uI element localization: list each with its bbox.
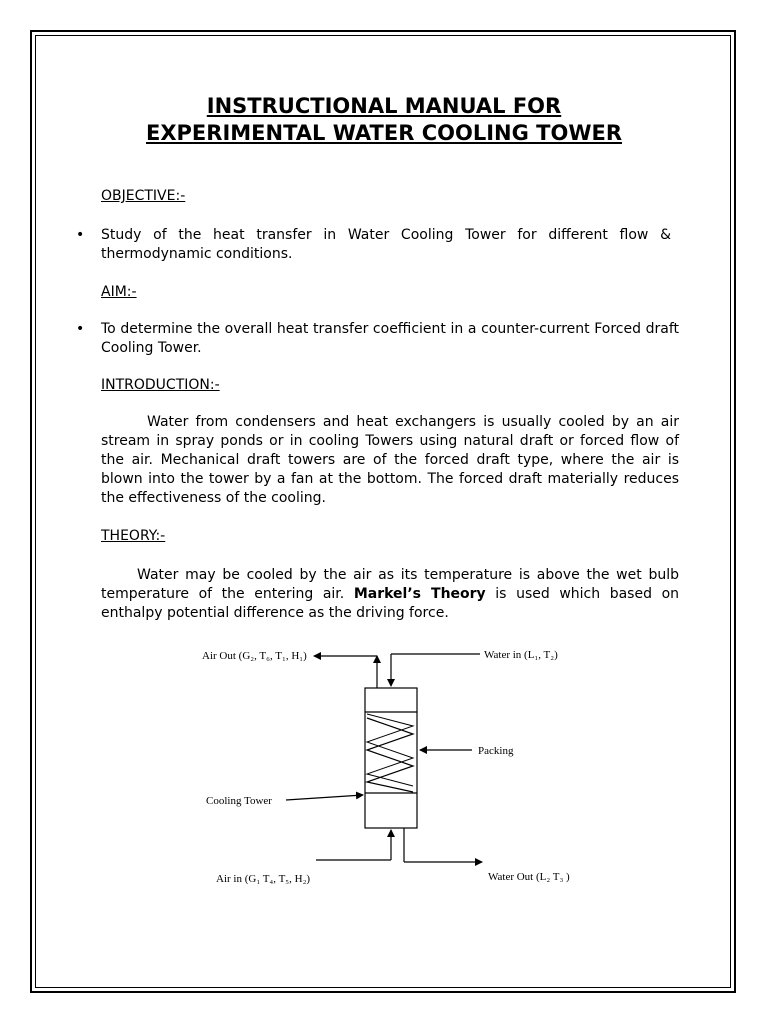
- title-line-2: EXPERIMENTAL WATER COOLING TOWER: [146, 121, 622, 145]
- label-air-out: Air Out (G₂, T₆, T₁, H₁): [202, 650, 307, 662]
- theory-text-after: is used which based on enthalpy potential difference as the driving force.: [101, 586, 680, 621]
- introduction-text: Water from condensers and heat exchangers is usually cooled by an air stream in spray ponds or in cooling Towers using natural draft or forced flow of the air. Mechanical draft towers are of the forced draft type, where the air is blown into the tower by a fan at the bottom. The forced draft materially reduces the effectiveness of the cooling.: [101, 414, 679, 506]
- label-water-out: Water Out (L₂ T₃ ): [488, 871, 570, 883]
- objective-bullet: •: [76, 227, 85, 243]
- aim-bullet: •: [76, 321, 85, 337]
- aim-text: To determine the overall heat transfer coefficient in a counter-current Forced draft Cooling Tower.: [101, 321, 679, 356]
- label-water-in: Water in (L₁, T₂): [484, 649, 558, 661]
- packing-zigzag-2: [367, 714, 413, 786]
- objective-text: Study of the heat transfer in Water Cooling Tower for different flow & thermodynamic conditions.: [101, 227, 671, 262]
- theory-heading: THEORY:-: [101, 528, 166, 544]
- objective-heading: OBJECTIVE:-: [101, 188, 186, 204]
- label-air-in: Air in (G₁ T₄, T₅, H₂): [216, 873, 311, 885]
- title-line-1: INSTRUCTIONAL MANUAL FOR: [206, 94, 562, 118]
- theory-paragraph: [101, 566, 679, 623]
- cooling-tower-pointer: [286, 795, 363, 800]
- label-cooling-tower: Cooling Tower: [206, 795, 272, 807]
- markel-theory-bold: Markel’s Theory: [353, 586, 486, 602]
- theory-text-before: Water may be cooled by the air as its temperature is above the wet bulb temperature of the entering air.: [101, 567, 679, 602]
- introduction-heading: INTRODUCTION:-: [101, 377, 220, 393]
- aim-heading: AIM:-: [101, 284, 137, 300]
- label-packing: Packing: [478, 745, 514, 757]
- packing-zigzag: [367, 718, 413, 792]
- cooling-tower-diagram: [180, 640, 600, 890]
